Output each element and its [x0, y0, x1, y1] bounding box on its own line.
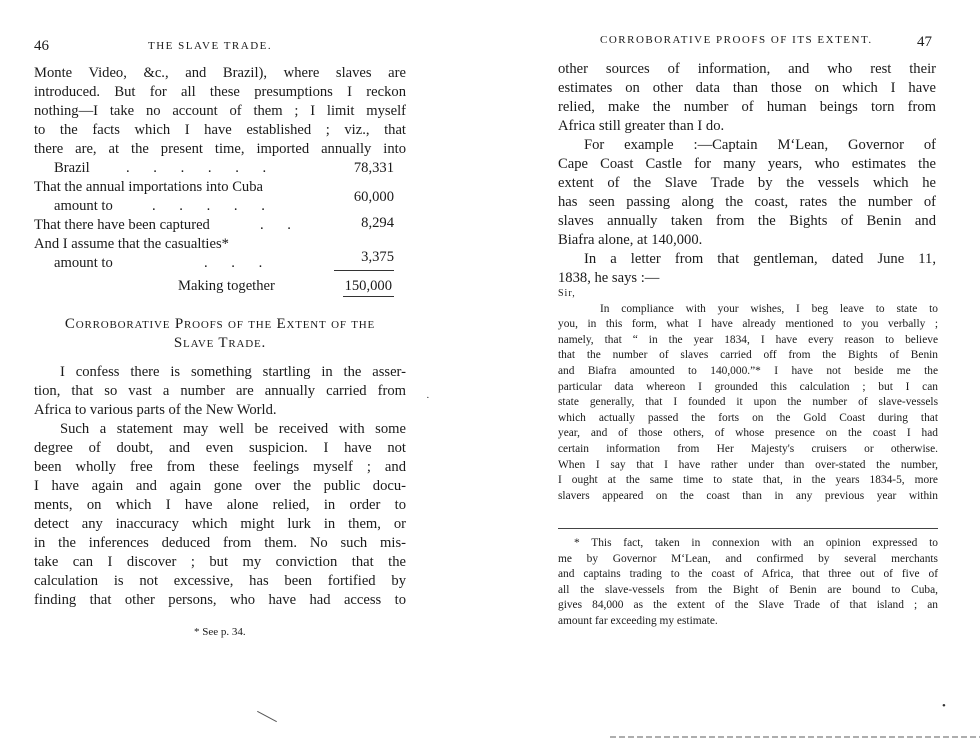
letter-line: particular data whereon I grounded this calculation ; but I can [558, 380, 938, 393]
scan-speck: • [942, 700, 946, 712]
text-line: 1838, he says :— [558, 270, 660, 286]
scan-speck: · [426, 392, 430, 404]
footnote-left: * See p. 34. [194, 626, 246, 638]
letter-line: In compliance with your wishes, I beg leave to state to [600, 302, 938, 315]
text-line: take can I discover ; but my conviction that the [34, 554, 406, 570]
sum-rule [334, 270, 394, 271]
text-line: extent of the Slave Trade by the vessels which he [558, 175, 936, 191]
footnote-line: and captains trading to the coast of Africa, that three out of five of [558, 568, 938, 581]
text-line: there are, at the present time, imported annually into [34, 141, 406, 157]
letter-block [558, 286, 938, 504]
text-line: in the inferences deduced from them. No such mis- [34, 535, 406, 551]
text-line: finding that other persons, who have had access to [34, 592, 406, 608]
heading-line-1: Corroborative Proofs of the Extent of the [64, 316, 376, 332]
text-line: Africa to various parts of the New World. [34, 402, 277, 418]
scan-mark [257, 711, 277, 722]
leader-dots: . . [260, 217, 301, 233]
text-line: introduced. But for all these presumptions I reckon [34, 84, 406, 100]
text-line: Cape Coast Castle for many years, who estimates the [558, 156, 936, 172]
text-line: tion, that so vast a number are annually carried from [34, 383, 406, 399]
right-page [480, 0, 980, 747]
letter-line: year, and of those others, of whose presence on the coast I had [558, 427, 938, 440]
letter-line: you, in this form, what I have already mentioned to you verbally ; [558, 318, 938, 331]
casualties-value: 3,375 [361, 249, 394, 265]
captured-value: 8,294 [361, 215, 394, 231]
page-number-left: 46 [34, 38, 49, 54]
footnote-line: * This fact, taken in connexion with an opinion expressed to [574, 537, 938, 549]
page-number-right: 47 [917, 34, 932, 50]
casualties-amount-label: amount to [54, 255, 113, 271]
total-value: 150,000 [343, 277, 394, 297]
table-row-brazil [34, 159, 406, 178]
text-line: degree of doubt, and even suspicion. I have not [34, 440, 406, 456]
footnote-line: me by Governor M‘Lean, and confirmed by several merchants [558, 552, 938, 565]
cuba-value: 60,000 [353, 189, 394, 205]
leader-dots: . . . . . [152, 198, 275, 214]
table-row-casualties-2 [34, 249, 406, 273]
footnote-line: amount far exceeding my estimate. [558, 614, 718, 627]
letter-line: that the number of slaves carried off from the Bights of Benin [558, 349, 938, 362]
footnote-right [558, 536, 938, 630]
text-line: I have again and again gone over the public docu- [34, 478, 406, 494]
text-line: Africa still greater than I do. [558, 118, 725, 134]
leader-dots: . . . [204, 255, 273, 271]
letter-line: certain information from Her Majesty's cruisers or otherwise. [558, 442, 938, 455]
text-line: been wholly free from these feelings myself ; and [34, 459, 406, 475]
running-head-right: CORROBORATIVE PROOFS OF ITS EXTENT. [600, 34, 873, 46]
text-line: calculation is not excessive, has been fortified by [34, 573, 406, 589]
text-line: Such a statement may well be received with some [60, 421, 406, 437]
heading-line-2: Slave Trade. [173, 335, 267, 351]
text-line: ments, on which I have alone relied, in order to [34, 497, 406, 513]
letter-line: and Biafra amounted to 140,000.”* I have not beside me the [558, 364, 938, 377]
text-line: estimates on other data than those on which I have [558, 80, 936, 96]
casualties-label: And I assume that the casualties* [34, 236, 229, 252]
left-body [34, 64, 406, 610]
text-line: nothing—I take no account of them ; I limit myself [34, 103, 406, 119]
right-body [558, 60, 936, 288]
text-line: detect any inaccuracy which might lurk in them, or [34, 516, 406, 532]
letter-line: namely, that “ in the year 1834, I have every reason to believe [558, 333, 938, 346]
text-line: For example :—Captain M‘Lean, Governor of [584, 137, 936, 153]
cuba-label: That the annual importations into Cuba [34, 179, 263, 195]
footnote-line: all the slave-vessels from the Bight of Benin are bound to Cuba, [558, 583, 938, 596]
table-total-row [34, 277, 406, 301]
text-line: relied, make the number of human beings torn from [558, 99, 936, 115]
letter-line: When I say that I have rather under than over-stated the number, [558, 458, 938, 471]
letter-line: I ought at the same time to state that, in the years 1834-5, more [558, 474, 938, 487]
table-row-casualties-1 [34, 235, 406, 254]
brazil-value: 78,331 [353, 160, 394, 176]
letter-line: which actually passed the forts on the Gold Coast during that [558, 411, 938, 424]
section-heading [34, 315, 406, 353]
table-row-captured [34, 216, 406, 235]
letter-line: state generally, that I founded it upon the number of slave-vessels [558, 396, 938, 409]
total-label: Making together [178, 278, 275, 294]
text-line: to the facts which I have established ; viz., that [34, 122, 406, 138]
text-line: slaves annually taken from the Bights of Benin and [558, 213, 936, 229]
footnote-line: gives 84,000 as the extent of the Slave Trade of that island ; an [558, 599, 938, 612]
footnote-rule [558, 528, 938, 529]
brazil-label: Brazil [54, 160, 90, 176]
letter-line: slavers appeared on the coast than in any previous year within [558, 489, 938, 502]
table-row-cuba-2 [34, 189, 406, 216]
table-row-cuba-1 [34, 178, 406, 197]
text-line: other sources of information, and who rest their [558, 61, 936, 77]
captured-label: That there have been captured [34, 217, 210, 233]
text-line: I confess there is something startling in the asser- [60, 364, 406, 380]
left-page [0, 0, 480, 747]
scan-artifact-line [610, 736, 980, 738]
cuba-amount-label: amount to [54, 198, 113, 214]
running-head-left: THE SLAVE TRADE. [148, 40, 273, 52]
text-line: Monte Video, &c., and Brazil), where slaves are [34, 65, 406, 81]
salutation: Sir, [558, 288, 576, 299]
text-line: has seen passing along the coast, rates the number of [558, 194, 936, 210]
text-line: In a letter from that gentleman, dated June 11, [584, 251, 936, 267]
leader-dots: . . . . . . [126, 160, 277, 176]
text-line: Biafra alone, at 140,000. [558, 232, 703, 248]
